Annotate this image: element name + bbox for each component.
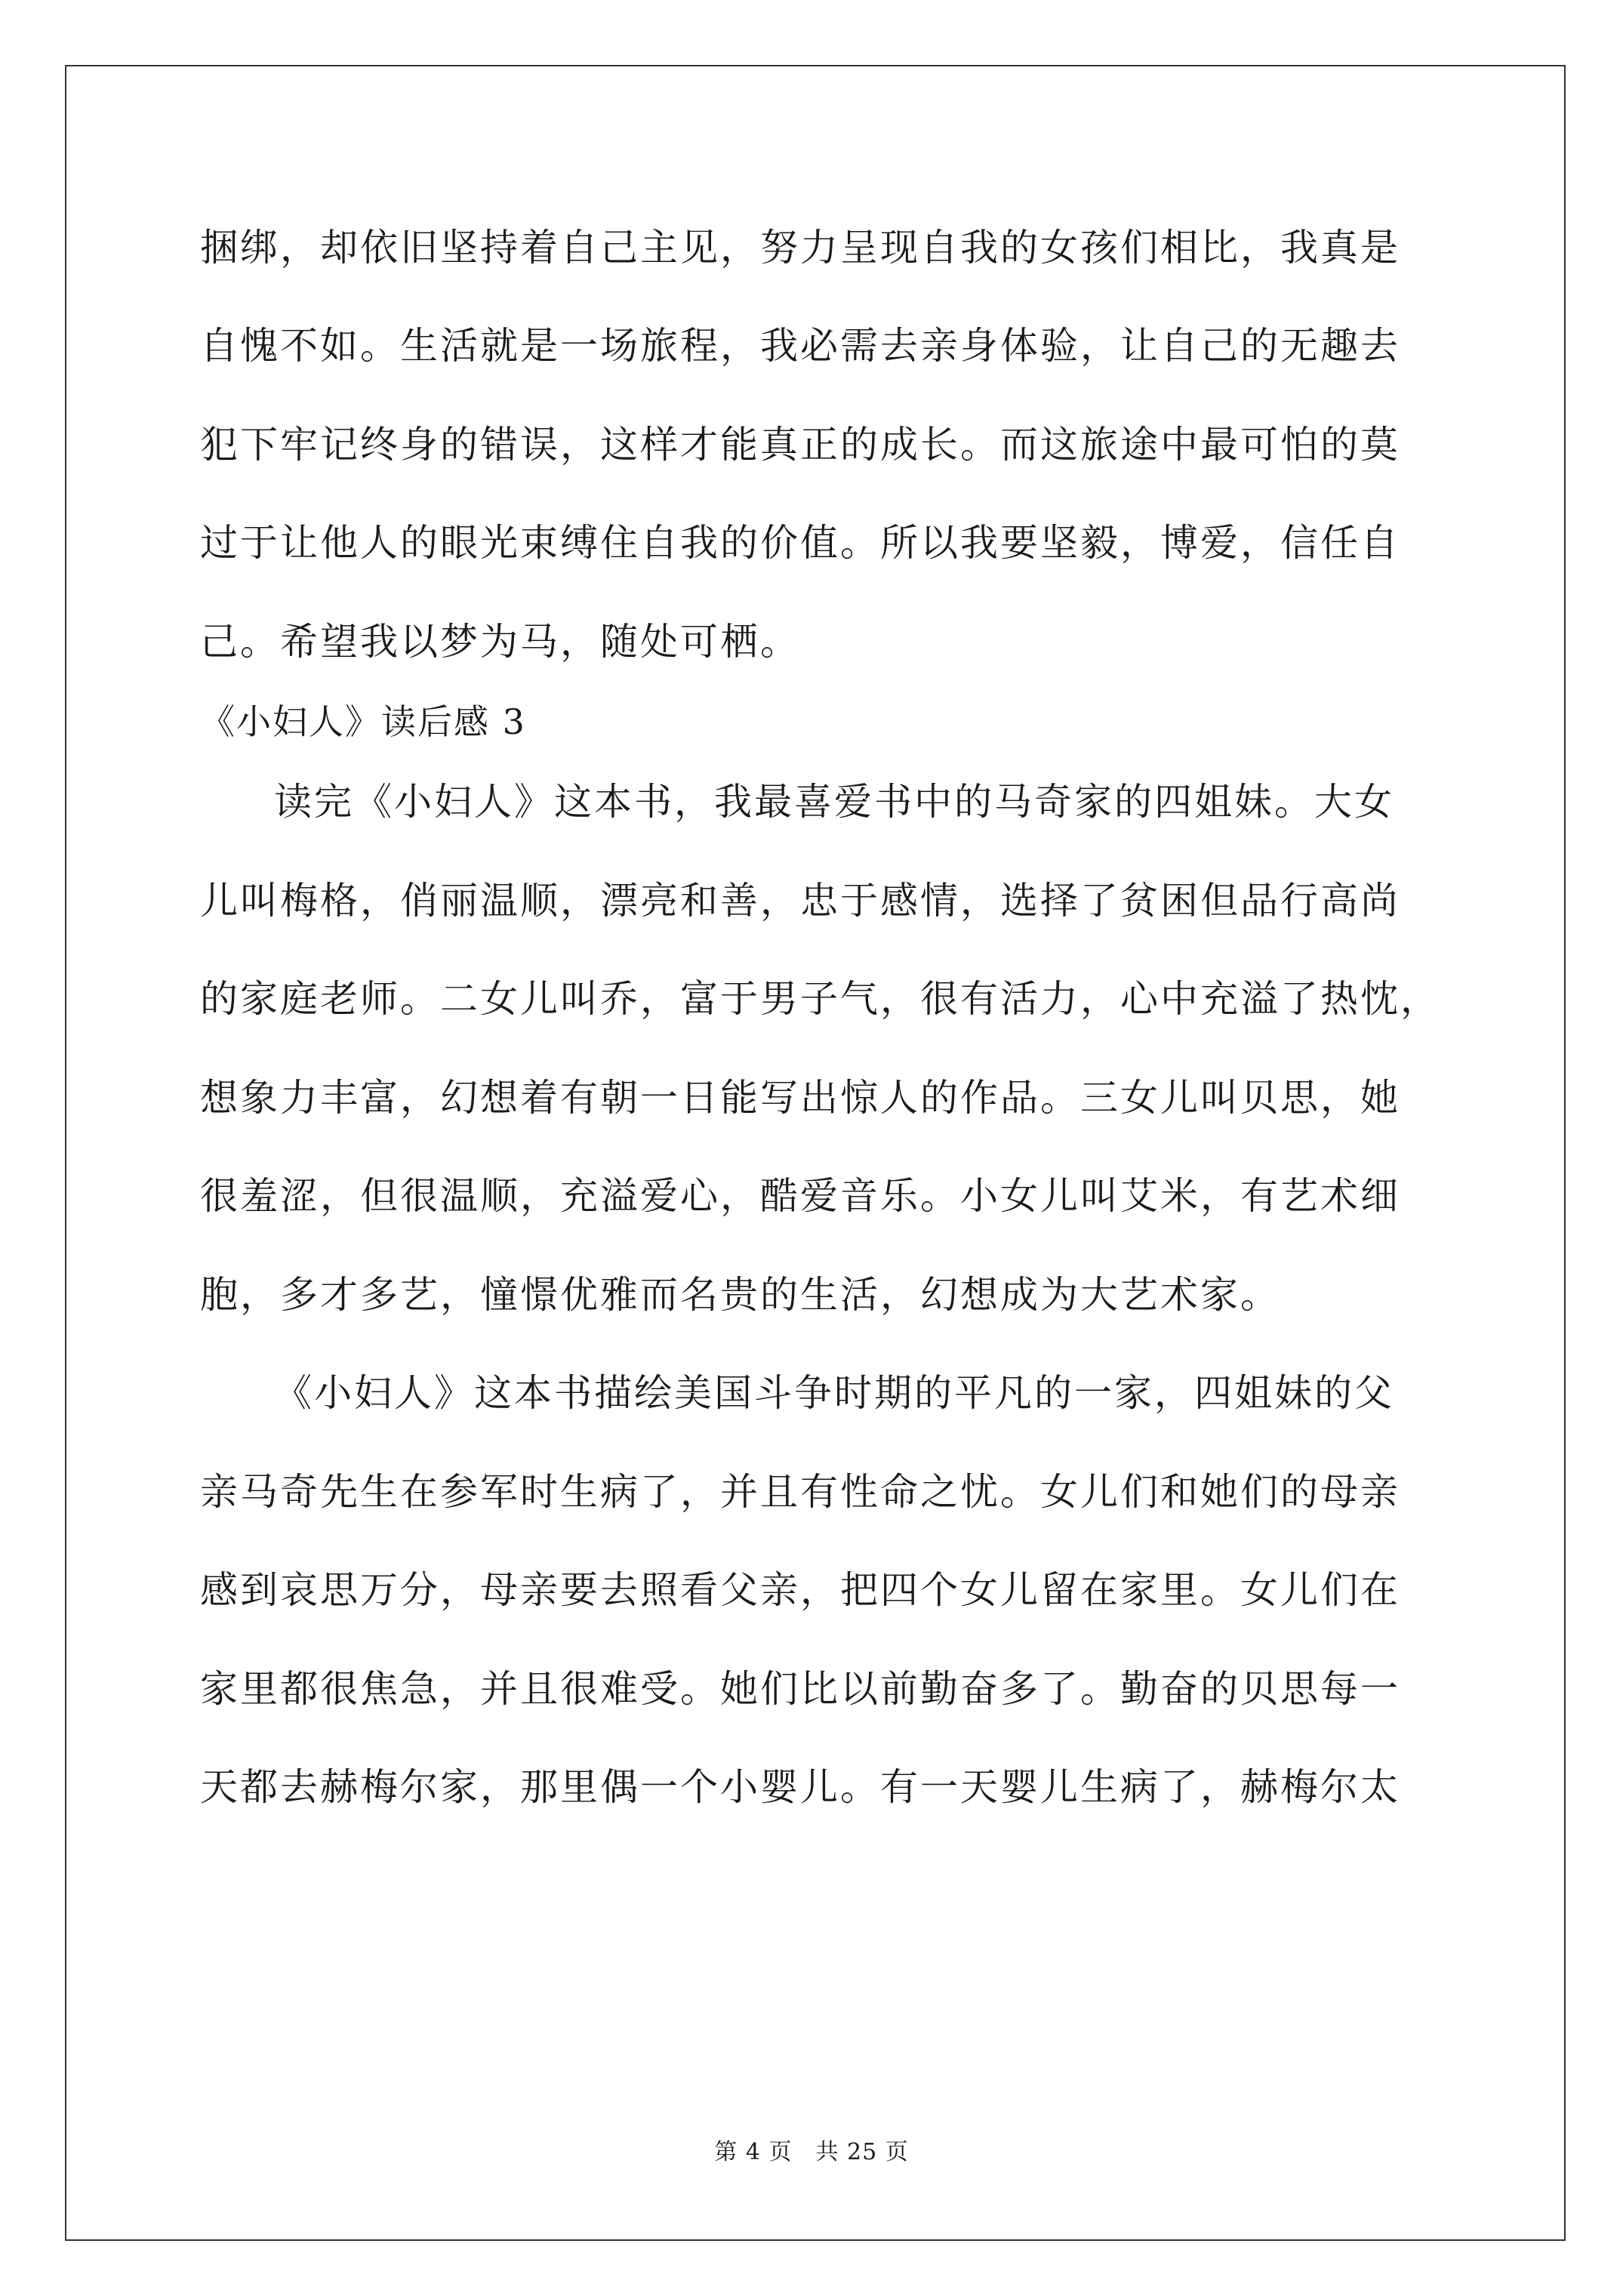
text-line: 想象力丰富，幻想着有朝一日能写出惊人的作品。三女儿叫贝思，她 bbox=[200, 1076, 1400, 1120]
text-line: 捆绑，却依旧坚持着自己主见，努力呈现自我的女孩们相比，我真是 bbox=[200, 226, 1400, 270]
text-line: 亲马奇先生在参军时生病了，并且有性命之忧。女儿们和她们的母亲 bbox=[200, 1470, 1400, 1514]
text-line: 过于让他人的眼光束缚住自我的价值。所以我要坚毅，博爱，信任自 bbox=[200, 521, 1400, 565]
text-line: 读完《小妇人》这本书，我最喜爱书中的马奇家的四姐妹。大女 bbox=[274, 780, 1394, 824]
text-line: 犯下牢记终身的错误，这样才能真正的成长。而这旅途中最可怕的莫 bbox=[200, 423, 1400, 467]
text-line: 感到哀思万分，母亲要去照看父亲，把四个女儿留在家里。女儿们在 bbox=[200, 1568, 1400, 1612]
text-line: 自愧不如。生活就是一场旅程，我必需去亲身体验，让自己的无趣去 bbox=[200, 324, 1400, 368]
text-line: 胞，多才多艺，憧憬优雅而名贵的生活，幻想成为大艺术家。 bbox=[200, 1273, 1280, 1317]
section-heading: 《小妇人》读后感 3 bbox=[200, 701, 526, 742]
text-line: 家里都很焦急，并且很难受。她们比以前勤奋多了。勤奋的贝思每一 bbox=[200, 1667, 1400, 1711]
page-border bbox=[65, 65, 1566, 2241]
text-line: 很羞涩，但很温顺，充溢爱心，酷爱音乐。小女儿叫艾米，有艺术细 bbox=[200, 1174, 1400, 1218]
page-number-footer: 第 4 页 共 25 页 bbox=[714, 2139, 909, 2165]
text-line: 《小妇人》这本书描绘美国斗争时期的平凡的一家，四姐妹的父 bbox=[274, 1371, 1394, 1415]
text-line: 的家庭老师。二女儿叫乔，富于男子气，很有活力，心中充溢了热忱， bbox=[200, 977, 1440, 1021]
text-line: 天都去赫梅尔家，那里偶一个小婴儿。有一天婴儿生病了，赫梅尔太 bbox=[200, 1765, 1400, 1809]
text-line: 儿叫梅格，俏丽温顺，漂亮和善，忠于感情，选择了贫困但品行高尚 bbox=[200, 879, 1400, 923]
text-line: 己。希望我以梦为马，随处可栖。 bbox=[200, 620, 800, 664]
